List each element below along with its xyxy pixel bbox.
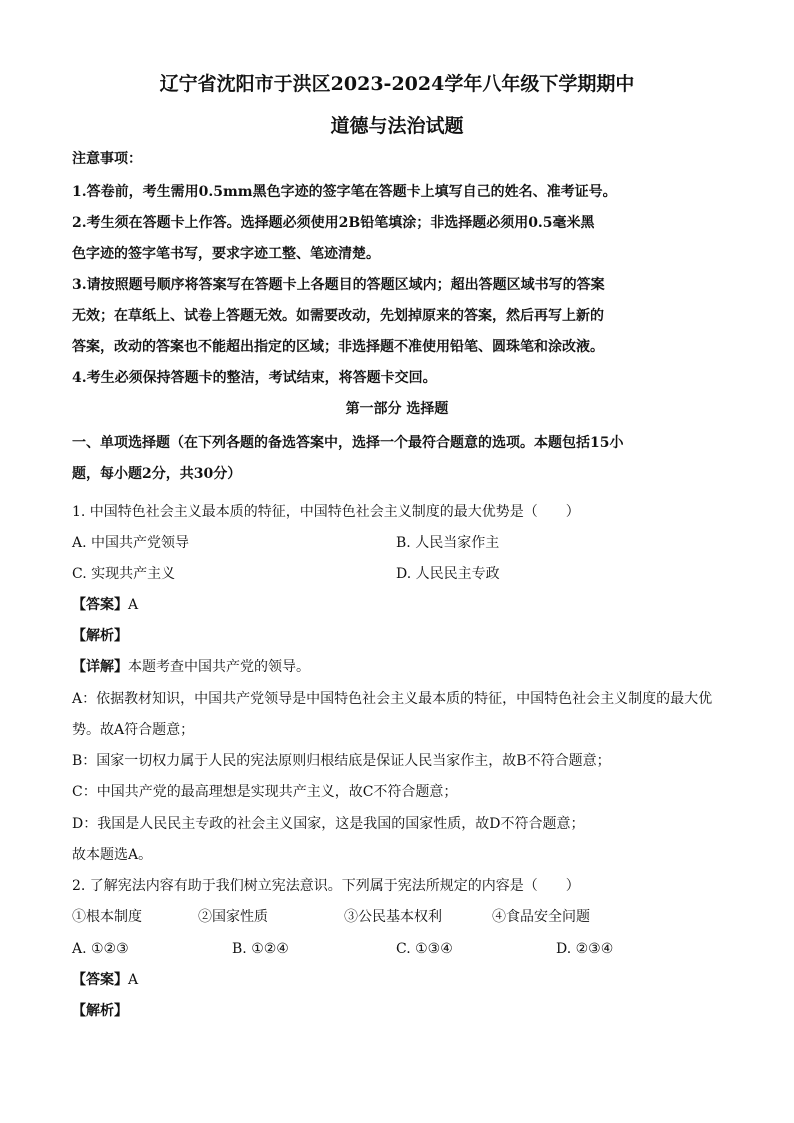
q1-explanation-d: D：我国是人民民主专政的社会主义国家，这是我国的国家性质，故D不符合题意； xyxy=(72,816,585,832)
q2-analysis-tag: 【解析】 xyxy=(72,1003,128,1019)
q2-answer-tag: 【答案】 xyxy=(72,972,128,988)
q1-answer: A xyxy=(128,597,139,613)
q2-item-3: ③公民基本权利 xyxy=(344,909,442,925)
q2-stem: 2. 了解宪法内容有助于我们树立宪法意识。下列属于宪法所规定的内容是（ ） xyxy=(72,878,580,894)
q1-detail-row xyxy=(72,658,310,676)
q2-item-1: ①根本制度 xyxy=(72,909,142,925)
q2-answer-row xyxy=(72,971,138,989)
q1-explanation-a-cont: 势。故A符合题意； xyxy=(72,722,195,738)
q2-answer: A xyxy=(128,972,139,988)
q1-detail-intro: 本题考查中国共产党的领导。 xyxy=(128,659,310,675)
q1-conclusion: 故本题选A。 xyxy=(72,847,153,863)
q2-option-a: A. ①②③ xyxy=(72,941,129,957)
notice-item-2: 2.考生须在答题卡上作答。选择题必须使用2B铅笔填涂；非选择题必须用0.5毫米黑 xyxy=(72,215,595,231)
exam-title-line2: 道德与法治试题 xyxy=(330,115,464,137)
q2-option-d: D. ②③④ xyxy=(556,941,614,957)
q1-analysis-tag: 【解析】 xyxy=(72,628,128,644)
q1-explanation-b: B：国家一切权力属于人民的宪法原则归根结底是保证人民当家作主，故B不符合题意； xyxy=(72,753,611,769)
part1-heading: 第一部分 选择题 xyxy=(345,401,449,417)
q1-option-a: A. 中国共产党领导 xyxy=(72,535,190,551)
q1-answer-tag: 【答案】 xyxy=(72,597,128,613)
q1-detail-tag: 【详解】 xyxy=(72,659,128,675)
notice-item-2-cont: 色字迹的签字笔书写，要求字迹工整、笔迹清楚。 xyxy=(72,246,380,262)
q1-explanation-a: A：依据教材知识，中国共产党领导是中国特色社会主义最本质的特征，中国特色社会主义制度的最大优 xyxy=(72,691,713,707)
section1-line1: 一、单项选择题（在下列各题的备选答案中，选择一个最符合题意的选项。本题包括15小 xyxy=(72,435,624,451)
notice-item-3-cont1: 无效；在草纸上、试卷上答题无效。如需要改动，先划掉原来的答案，然后再写上新的 xyxy=(72,308,604,324)
q1-explanation-c: C：中国共产党的最高理想是实现共产主义，故C不符合题意； xyxy=(72,784,458,800)
notice-heading: 注意事项： xyxy=(72,151,142,167)
q1-option-c: C. 实现共产主义 xyxy=(72,566,176,582)
notice-item-4: 4.考生必须保持答题卡的整洁，考试结束，将答题卡交回。 xyxy=(72,370,437,386)
q2-option-b: B. ①②④ xyxy=(232,941,289,957)
notice-item-1: 1.答卷前，考生需用0.5mm黑色字迹的签字笔在答题卡上填写自己的姓名、准考证号。 xyxy=(72,184,617,200)
q2-option-c: C. ①③④ xyxy=(396,941,453,957)
section1-line2: 题，每小题2分，共30分） xyxy=(72,466,242,482)
q2-item-4: ④食品安全问题 xyxy=(492,909,590,925)
q1-stem: 1. 中国特色社会主义最本质的特征，中国特色社会主义制度的最大优势是（ ） xyxy=(72,504,580,520)
notice-item-3-cont2: 答案，改动的答案也不能超出指定的区域；非选择题不准使用铅笔、圆珠笔和涂改液。 xyxy=(72,339,604,355)
q2-item-2: ②国家性质 xyxy=(198,909,268,925)
q1-option-d: D. 人民民主专政 xyxy=(396,566,500,582)
exam-title-line1: 辽宁省沈阳市于洪区2023-2024学年八年级下学期期中 xyxy=(159,73,635,95)
notice-item-3: 3.请按照题号顺序将答案写在答题卡上各题目的答题区域内；超出答题区域书写的答案 xyxy=(72,277,605,293)
q1-option-b: B. 人民当家作主 xyxy=(396,535,500,551)
q1-answer-row xyxy=(72,596,138,614)
